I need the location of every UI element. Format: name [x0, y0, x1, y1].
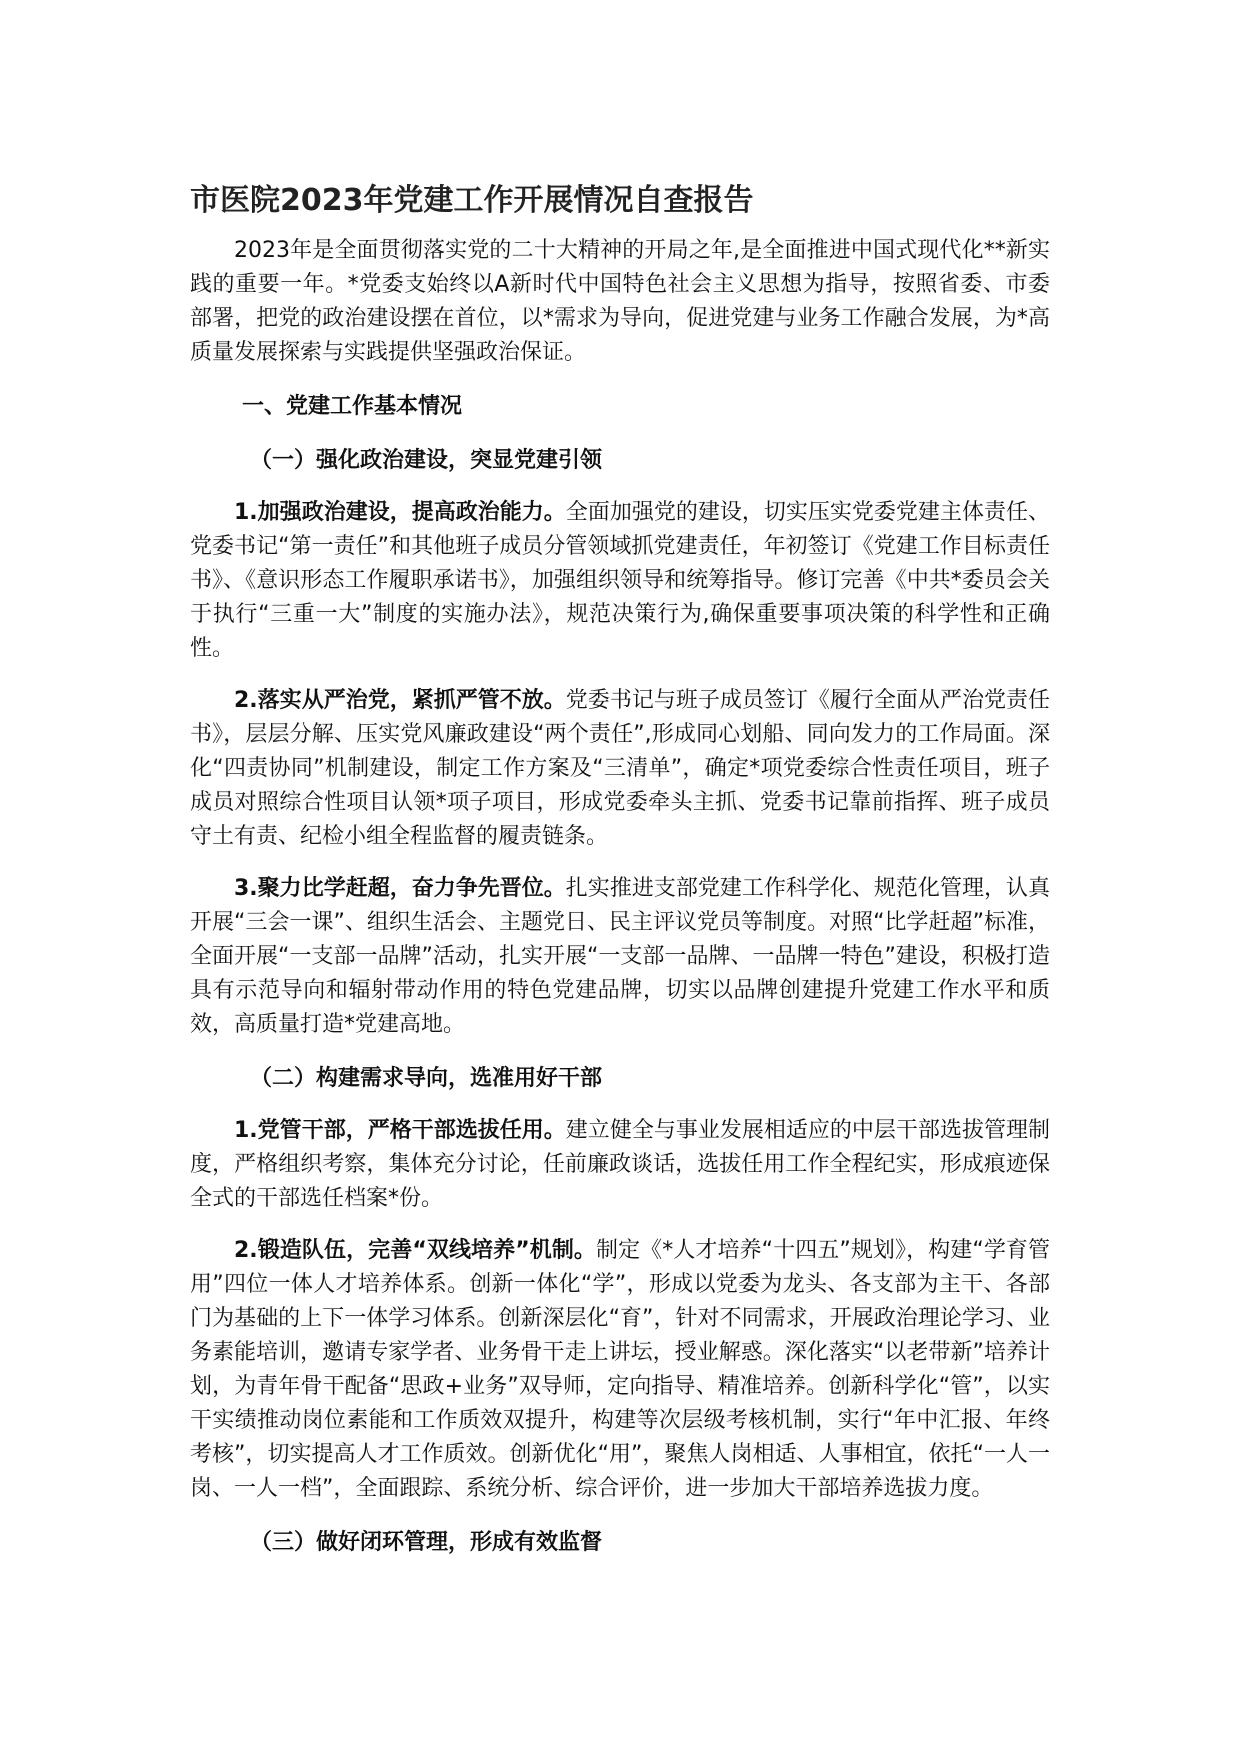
intro-paragraph: 2023年是全面贯彻落实党的二十大精神的开局之年,是全面推进中国式现代化**新实践的重要一年。*党委支始终以A新时代中国特色社会主义思想为指导，按照省委、市委部署，把党的政治建设摆在首位，以*需求为导向，促进党建与业务工作融合发展，为*高质量发展探索与实践提供坚强政治保证。	[190, 238, 1050, 365]
paragraph-text: 扎实推进支部党建工作科学化、规范化管理，认真开展“三会一课”、组织生活会、主题党日、民主评议党员等制度。对照“比学赶超”标准，全面开展“一支部一品牌”活动，扎实开展“一支部一品牌、一品牌一特色”建设，积极打造具有示范导向和辐射带动作用的特色党建品牌，切实以品牌创建提升党建工作水平和质效，高质量打造*党建高地。	[190, 876, 1050, 1037]
paragraph-lead: 1.加强政治建设，提高政治能力。	[234, 500, 566, 525]
document-body	[190, 180, 1050, 1560]
document-title: 市医院2023年党建工作开展情况自查报告	[190, 183, 754, 218]
paragraph-item	[190, 872, 1050, 1042]
paragraph-lead: 2.锻造队伍，完善“双线培养”机制。	[234, 1238, 596, 1263]
paragraph-lead: 1.党管干部，严格干部选拔任用。	[234, 1118, 566, 1143]
paragraph-item	[190, 684, 1050, 854]
subsection-heading-political-building: （一）强化政治建设，突显党建引领	[250, 448, 603, 473]
paragraph-text: 建立健全与事业发展相适应的中层干部选拔管理制度，严格组织考察，集体充分讨论，任前廉政谈话，选拔任用工作全程纪实，形成痕迹保全式的干部选任档案*份。	[190, 1118, 1050, 1211]
paragraph-text: 党委书记与班子成员签订《履行全面从严治党责任书》，层层分解、压实党风廉政建设“两个责任”,形成同心划船、同向发力的工作局面。深化“四责协同”机制建设，制定工作方案及“三清单”，确定*项党委综合性责任项目，班子成员对照综合性项目认领*项子项目，形成党委牵头主抓、党委书记靠前指挥、班子成员守土有责、纪检小组全程监督的履责链条。	[190, 688, 1050, 849]
subsection-heading-closed-loop-management: （三）做好闭环管理，形成有效监督	[250, 1530, 603, 1555]
paragraph-text: 制定《*人才培养“十四五”规划》，构建“学育管用”四位一体人才培养体系。创新一体化“学”，形成以党委为龙头、各支部为主干、各部门为基础的上下一体学习体系。创新深层化“育”，针对不同需求，开展政治理论学习、业务素能培训，邀请专家学者、业务骨干走上讲坛，授业解惑。深化落实“以老带新”培养计划，为青年骨干配备“思政+业务”双导师，定向指导、精准培养。创新科学化“管”，以实干实绩推动岗位素能和工作质效双提升，构建等次层级考核机制，实行“年中汇报、年终考核”，切实提高人才工作质效。创新优化“用”，聚焦人岗相适、人事相宜，依托“一人一岗、一人一档”，全面跟踪、系统分析、综合评价，进一步加大干部培养选拔力度。	[190, 1238, 1050, 1501]
paragraph-lead: 2.落实从严治党，紧抓严管不放。	[234, 688, 566, 713]
paragraph-item	[190, 496, 1050, 666]
section-heading-basic-situation: 一、党建工作基本情况	[242, 394, 463, 419]
paragraph-lead: 3.聚力比学赶超，奋力争先晋位。	[234, 876, 566, 901]
paragraph-item	[190, 1234, 1050, 1506]
paragraph-text: 全面加强党的建设，切实压实党委党建主体责任、党委书记“第一责任”和其他班子成员分管领域抓党建责任，年初签订《党建工作目标责任书》、《意识形态工作履职承诺书》，加强组织领导和统筹指导。修订完善《中共*委员会关于执行“三重一大”制度的实施办法》，规范决策行为,确保重要事项决策的科学性和正确性。	[190, 500, 1050, 661]
paragraph-item	[190, 1114, 1050, 1216]
subsection-heading-cadre-selection: （二）构建需求导向，选准用好干部	[250, 1066, 603, 1091]
